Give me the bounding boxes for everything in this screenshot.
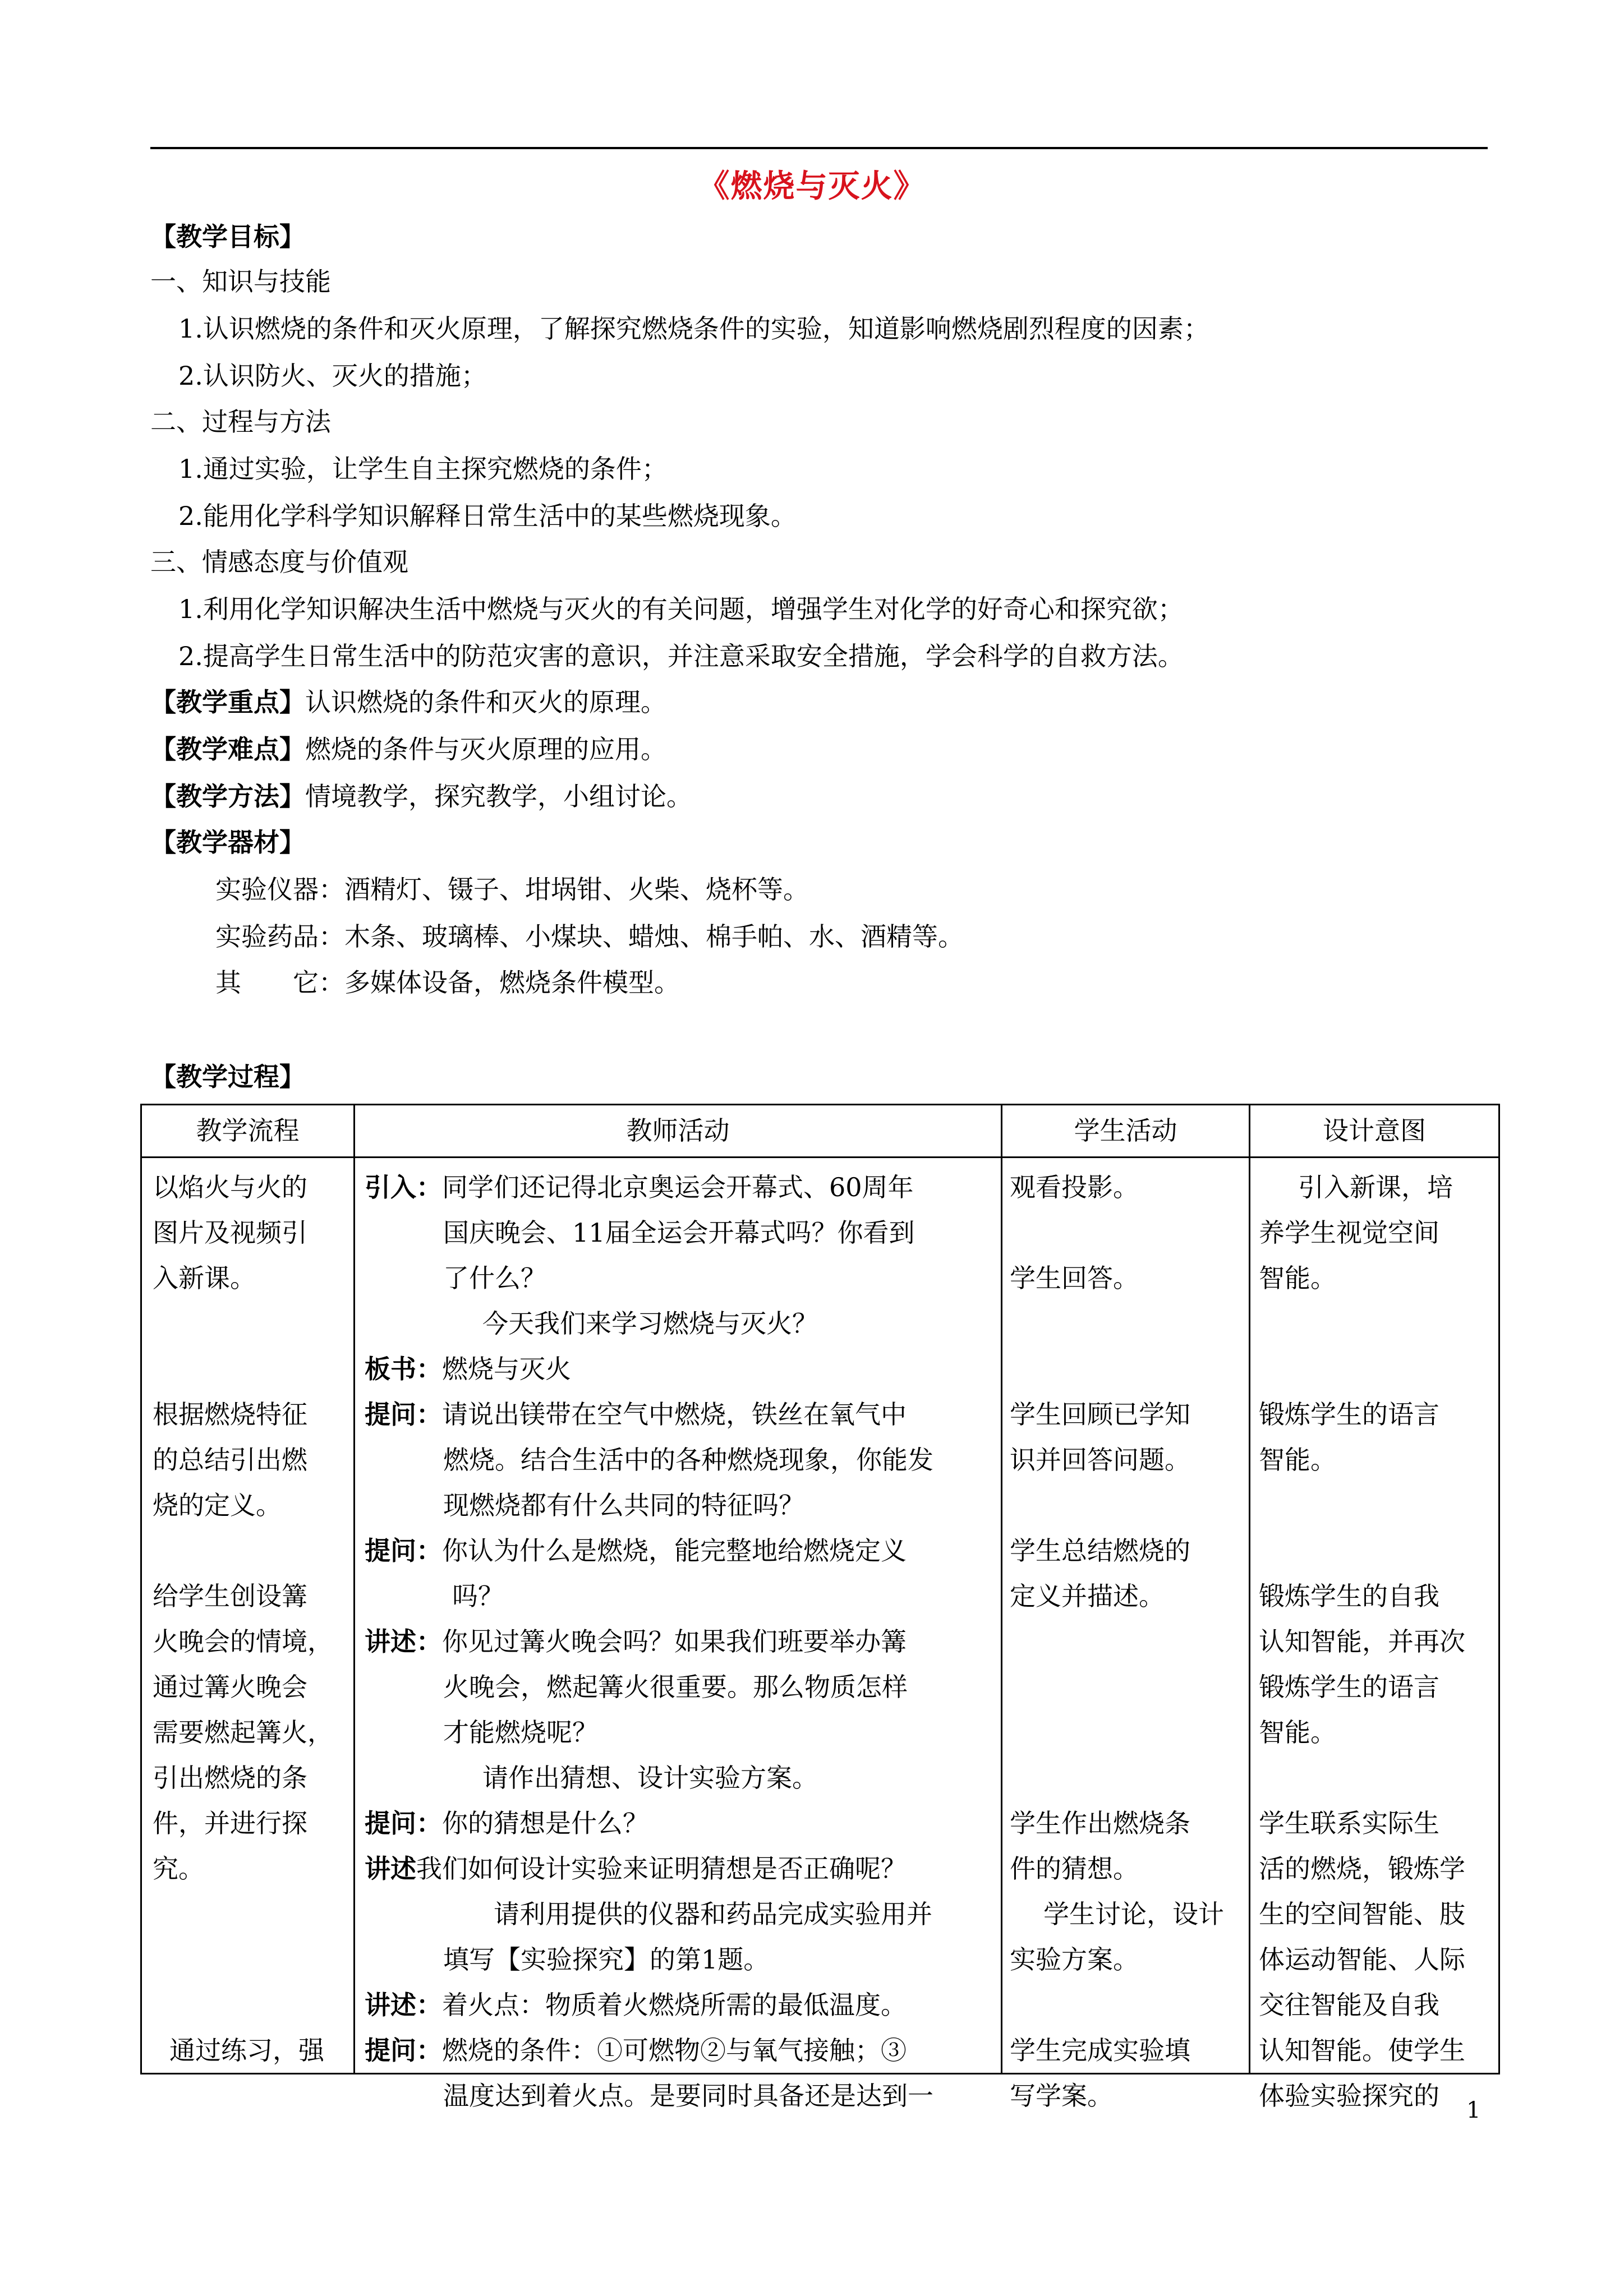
difficulty-text: 燃烧的条件与灭火原理的应用。	[305, 734, 666, 764]
teacher-activity-line	[365, 1391, 907, 1437]
table-cell-line: 以焰火与火的	[153, 1172, 307, 1202]
table-cell-line: 学生回顾已学知	[1010, 1399, 1190, 1430]
teacher-activity-line	[365, 1982, 907, 2028]
table-header-teacher: 教师活动	[626, 1115, 730, 1146]
section-heading: 三、情感态度与价值观	[150, 547, 408, 577]
document-title: 《燃烧与灭火》	[698, 168, 926, 205]
table-cell-line: 认知智能，并再次	[1259, 1626, 1465, 1657]
difficulty-row	[150, 732, 666, 766]
teacher-activity-text: 你的猜想是什么？	[442, 1808, 648, 1838]
table-cell-line: 观看投影。	[1010, 1172, 1139, 1202]
table-cell-line: 养学生视觉空间	[1259, 1218, 1439, 1248]
teacher-activity-label: 讲述	[365, 1854, 416, 1884]
teacher-activity-text: 填写【实验探究】的第1题。	[443, 1944, 770, 1975]
table-cell-line: 定义并描述。	[1010, 1581, 1165, 1611]
teacher-activity-text: 请说出镁带在空气中燃烧，铁丝在氧气中	[442, 1399, 907, 1430]
table-cell-line: 学生完成实验填	[1010, 2035, 1190, 2066]
objectives-heading: 【教学目标】	[150, 222, 305, 252]
table-cell-line: 给学生创设篝	[153, 1581, 307, 1611]
teacher-activity-text: 吗？	[452, 1581, 504, 1611]
teacher-activity-text: 今天我们来学习燃烧与灭火？	[482, 1308, 818, 1339]
table-cell-line: 学生回答。	[1010, 1263, 1139, 1293]
key-point-text: 认识燃烧的条件和灭火的原理。	[305, 687, 666, 717]
table-cell-line: 锻炼学生的自我	[1259, 1581, 1439, 1611]
table-col-line	[140, 1104, 142, 2074]
table-cell-line: 锻炼学生的语言	[1259, 1399, 1439, 1430]
objective-item: 2.认识防火、灭火的措施；	[178, 361, 487, 391]
table-cell-line: 引入新课，培	[1298, 1172, 1453, 1202]
teacher-activity-line	[365, 1164, 914, 1210]
process-heading: 【教学过程】	[150, 1062, 305, 1092]
teacher-activity-line	[443, 1210, 915, 1256]
table-cell-line: 的总结引出燃	[153, 1445, 307, 1475]
table-cell-line: 体运动智能、人际	[1259, 1944, 1465, 1975]
table-cell-line: 图片及视频引	[153, 1218, 307, 1248]
method-row	[150, 780, 692, 813]
table-col-line	[1001, 1104, 1002, 2074]
table-cell-line: 智能。	[1259, 1263, 1336, 1293]
teacher-activity-label: 提问：	[365, 1536, 442, 1566]
table-cell-line: 根据燃烧特征	[153, 1399, 307, 1430]
teacher-activity-line	[443, 1709, 598, 1755]
teacher-activity-text: 你认为什么是燃烧，能完整地给燃烧定义	[442, 1536, 907, 1566]
table-cell-line: 学生总结燃烧的	[1010, 1536, 1190, 1566]
teacher-activity-line	[494, 1891, 932, 1937]
teacher-activity-text: 温度达到着火点。是要同时具备还是达到一	[443, 2081, 933, 2111]
page-number: 1	[1466, 2097, 1481, 2123]
table-cell-line: 锻炼学生的语言	[1259, 1672, 1439, 1702]
teacher-activity-label: 讲述：	[365, 1990, 442, 2020]
table-cell-line: 认知智能。使学生	[1259, 2035, 1465, 2066]
teacher-activity-label: 讲述：	[365, 1626, 442, 1657]
section-heading: 二、过程与方法	[150, 407, 331, 437]
teacher-activity-text: 了什么？	[443, 1263, 546, 1293]
teacher-activity-line	[365, 2027, 907, 2073]
teacher-activity-text: 火晚会，燃起篝火很重要。那么物质怎样	[443, 1672, 908, 1702]
materials-line: 实验仪器：酒精灯、镊子、坩埚钳、火柴、烧杯等。	[215, 874, 809, 905]
teacher-activity-line	[443, 1937, 769, 1983]
objective-item: 1.认识燃烧的条件和灭火原理，了解探究燃烧条件的实验，知道影响燃烧剧烈程度的因素；	[178, 313, 1209, 344]
table-cell-line: 学生作出燃烧条	[1010, 1808, 1190, 1838]
method-text: 情境教学，探究教学，小组讨论。	[305, 781, 692, 812]
teacher-activity-text: 才能燃烧呢？	[443, 1717, 598, 1748]
table-col-line	[353, 1104, 355, 2074]
table-cell-line: 学生联系实际生	[1259, 1808, 1439, 1838]
teacher-activity-line	[365, 1846, 907, 1892]
materials-line: 实验药品：木条、玻璃棒、小煤块、蜡烛、棉手帕、水、酒精等。	[215, 921, 964, 952]
teacher-activity-text: 着火点：物质着火燃烧所需的最低温度。	[442, 1990, 907, 2020]
teacher-activity-line	[443, 1664, 908, 1710]
teacher-activity-text: 请作出猜想、设计实验方案。	[482, 1763, 818, 1793]
teacher-activity-line	[365, 1528, 907, 1574]
table-cell-line: 学生讨论，设计	[1043, 1899, 1224, 1929]
teacher-activity-label: 提问：	[365, 1808, 442, 1838]
objective-item: 1.利用化学知识解决生活中燃烧与灭火的有关问题，增强学生对化学的好奇心和探究欲；	[178, 594, 1184, 624]
table-cell-line: 通过练习，强	[169, 2035, 324, 2066]
table-cell-line: 火晚会的情境，	[153, 1626, 333, 1657]
table-cell-line: 件的猜想。	[1010, 1854, 1139, 1884]
materials-line: 其 它：多媒体设备，燃烧条件模型。	[215, 967, 680, 998]
teacher-activity-text: 现燃烧都有什么共同的特征吗？	[443, 1490, 804, 1520]
teacher-activity-text: 燃烧。结合生活中的各种燃烧现象，你能发	[443, 1445, 933, 1475]
table-cell-line: 体验实验探究的	[1259, 2081, 1439, 2111]
objective-item: 1.通过实验，让学生自主探究燃烧的条件；	[178, 454, 668, 484]
teacher-activity-line	[365, 1346, 571, 1392]
teacher-activity-line	[443, 1255, 546, 1301]
teacher-activity-line	[482, 1301, 818, 1347]
table-cell-line: 入新课。	[153, 1263, 256, 1293]
table-cell-line: 智能。	[1259, 1717, 1336, 1748]
difficulty-label: 【教学难点】	[150, 734, 305, 764]
teacher-activity-text: 同学们还记得北京奥运会开幕式、60周年	[442, 1172, 914, 1202]
table-cell-line: 引出燃烧的条	[153, 1763, 307, 1793]
teacher-activity-label: 提问：	[365, 2035, 442, 2066]
table-border-top	[140, 1104, 1500, 1105]
table-header-student: 学生活动	[1074, 1115, 1177, 1146]
teacher-activity-text: 燃烧与灭火	[442, 1354, 571, 1384]
teacher-activity-line	[443, 1482, 804, 1528]
table-header-intent: 设计意图	[1323, 1115, 1426, 1146]
teacher-activity-line	[452, 1573, 504, 1619]
table-cell-line: 生的空间智能、肢	[1259, 1899, 1465, 1929]
teacher-activity-text: 国庆晚会、11届全运会开幕式吗？你看到	[443, 1218, 915, 1248]
header-rule	[150, 147, 1488, 149]
objective-item: 2.提高学生日常生活中的防范灾害的意识，并注意采取安全措施，学会科学的自救方法。	[178, 641, 1184, 671]
table-header-flow: 教学流程	[196, 1115, 300, 1146]
table-col-line	[1249, 1104, 1250, 2074]
table-cell-line: 识并回答问题。	[1010, 1445, 1190, 1475]
teacher-activity-line	[482, 1755, 818, 1801]
method-label: 【教学方法】	[150, 781, 305, 812]
table-cell-line: 通过篝火晚会	[153, 1672, 307, 1702]
table-cell-line: 交往智能及自我	[1259, 1990, 1439, 2020]
table-col-line	[1498, 1104, 1500, 2074]
teacher-activity-line	[443, 2073, 933, 2119]
table-cell-line: 件，并进行探	[153, 1808, 307, 1838]
teacher-activity-text: 请利用提供的仪器和药品完成实验用并	[494, 1899, 932, 1929]
table-cell-line: 烧的定义。	[153, 1490, 282, 1520]
section-heading: 一、知识与技能	[150, 266, 331, 297]
teacher-activity-text: 我们如何设计实验来证明猜想是否正确呢？	[416, 1854, 907, 1884]
table-cell-line: 实验方案。	[1010, 1944, 1139, 1975]
teacher-activity-label: 板书：	[365, 1354, 442, 1384]
teacher-activity-label: 提问：	[365, 1399, 442, 1430]
teacher-activity-line	[365, 1619, 907, 1665]
table-cell-line: 智能。	[1259, 1445, 1336, 1475]
table-cell-line: 究。	[153, 1854, 204, 1884]
objective-item: 2.能用化学科学知识解释日常生活中的某些燃烧现象。	[178, 501, 797, 531]
table-header-divider	[140, 1156, 1500, 1158]
teacher-activity-text: 燃烧的条件：①可燃物②与氧气接触；③	[442, 2035, 907, 2066]
key-point-row	[150, 685, 666, 719]
materials-heading: 【教学器材】	[150, 827, 305, 857]
table-cell-line: 活的燃烧，锻炼学	[1259, 1854, 1465, 1884]
teacher-activity-text: 你见过篝火晚会吗？如果我们班要举办篝	[442, 1626, 907, 1657]
teacher-activity-label: 引入：	[365, 1172, 442, 1202]
table-cell-line: 需要燃起篝火，	[153, 1717, 333, 1748]
table-cell-line: 写学案。	[1010, 2081, 1113, 2111]
teacher-activity-line	[443, 1437, 933, 1483]
key-point-label: 【教学重点】	[150, 687, 305, 717]
teacher-activity-line	[365, 1800, 648, 1846]
